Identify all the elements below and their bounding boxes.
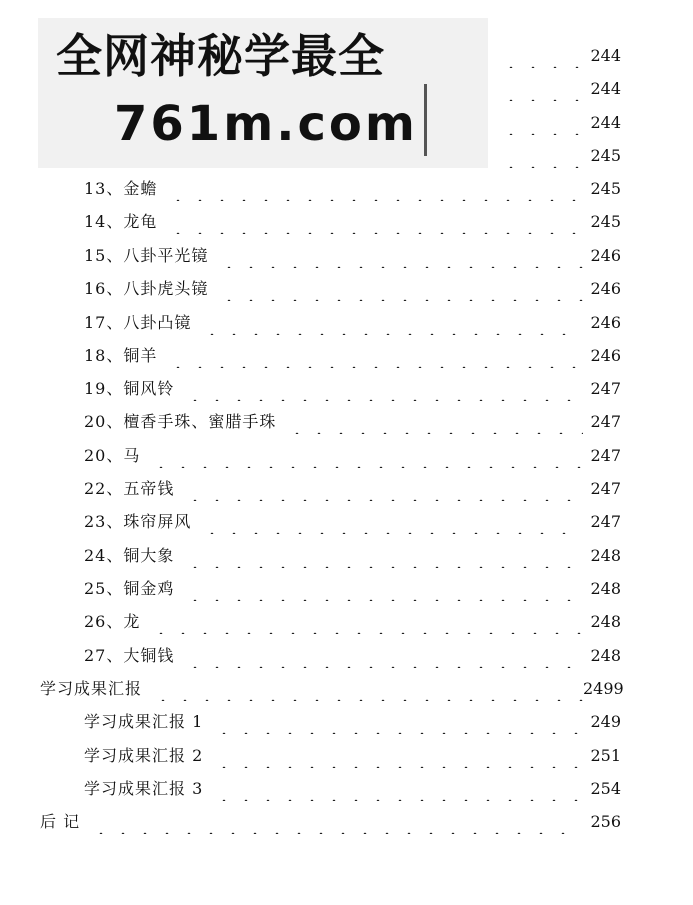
toc-entry[interactable] xyxy=(490,44,621,68)
toc-entry[interactable] xyxy=(84,510,621,534)
toc-section[interactable] xyxy=(40,810,621,834)
toc-entry-leader xyxy=(180,477,583,501)
toc-entry-page: 247 xyxy=(590,479,621,498)
toc-entry-leader xyxy=(496,77,583,101)
toc-entry-label: 14、龙龟 xyxy=(84,212,158,231)
toc-entry-page: 247 xyxy=(590,512,621,531)
toc-entry-page: 246 xyxy=(590,313,621,332)
toc-entry-page: 248 xyxy=(590,646,621,665)
toc-entry-leader xyxy=(209,777,583,801)
toc-entry-label: 学习成果汇报 1 xyxy=(84,712,204,731)
toc-section-label: 学习成果汇报 xyxy=(40,679,143,698)
toc-entry-label: 20、檀香手珠、蜜腊手珠 xyxy=(84,412,277,431)
toc-entry-page: 246 xyxy=(590,246,621,265)
toc-entry[interactable] xyxy=(84,410,621,434)
toc-entry[interactable] xyxy=(84,710,621,734)
toc-entry-page: 256 xyxy=(590,812,621,831)
toc-entry-leader xyxy=(282,410,583,434)
toc-entry-label: 26、龙 xyxy=(84,612,141,631)
toc-entry-leader xyxy=(214,277,583,301)
toc-entry-label: 24、铜大象 xyxy=(84,546,175,565)
toc-entry[interactable] xyxy=(84,577,621,601)
toc-entry[interactable] xyxy=(84,444,621,468)
toc-entry[interactable] xyxy=(84,210,621,234)
toc-entry-label: 18、铜羊 xyxy=(84,346,158,365)
watermark-banner xyxy=(38,18,488,168)
toc-entry-label: 27、大铜钱 xyxy=(84,646,175,665)
toc-entry-label: 19、铜风铃 xyxy=(84,379,175,398)
toc-entry[interactable] xyxy=(84,177,621,201)
toc-entry-page: 244 xyxy=(590,46,621,65)
toc-entry-leader xyxy=(180,544,583,568)
toc-entry-page: 244 xyxy=(590,79,621,98)
toc-entry-leader xyxy=(163,344,583,368)
toc-entry-page: 247 xyxy=(590,412,621,431)
toc-entry-page: 251 xyxy=(590,746,621,765)
toc-entry-page: 254 xyxy=(590,779,621,798)
toc-entry-label: 学习成果汇报 3 xyxy=(84,779,204,798)
toc-entry-leader xyxy=(180,377,583,401)
toc-entry[interactable] xyxy=(84,644,621,668)
toc-entry[interactable] xyxy=(84,377,621,401)
toc-entry-page: 2499 xyxy=(583,679,624,698)
watermark-title: 全网神秘学最全 xyxy=(56,29,385,83)
watermark-url: 761m.com xyxy=(114,96,418,152)
toc-entry[interactable] xyxy=(84,244,621,268)
toc-entry-leader xyxy=(86,810,583,834)
toc-section[interactable] xyxy=(40,677,624,701)
toc-entry[interactable] xyxy=(84,311,621,335)
toc-entry-leader xyxy=(197,311,583,335)
toc-entry-page: 247 xyxy=(590,379,621,398)
toc-entry-page: 247 xyxy=(590,446,621,465)
toc-entry-leader xyxy=(209,710,583,734)
toc-entry-page: 246 xyxy=(590,346,621,365)
toc-entry-page: 248 xyxy=(590,612,621,631)
toc-entry-leader xyxy=(148,677,583,701)
toc-entry-leader xyxy=(197,510,583,534)
toc-entry-leader xyxy=(496,111,583,135)
toc-entry-page: 245 xyxy=(590,179,621,198)
toc-entry-page: 248 xyxy=(590,579,621,598)
toc-entry-leader xyxy=(180,644,583,668)
toc-entry-leader xyxy=(209,744,583,768)
toc-entry-page: 246 xyxy=(590,279,621,298)
toc-entry[interactable] xyxy=(490,77,621,101)
toc-entry[interactable] xyxy=(84,477,621,501)
toc-entry-page: 245 xyxy=(590,212,621,231)
watermark-divider xyxy=(424,84,427,156)
toc-entry-label: 23、珠帘屏风 xyxy=(84,512,192,531)
toc-entry[interactable] xyxy=(490,144,621,168)
toc-entry-label: 15、八卦平光镜 xyxy=(84,246,209,265)
toc-section-label: 后 记 xyxy=(40,812,81,831)
toc-entry-label: 20、马 xyxy=(84,446,141,465)
toc-entry-leader xyxy=(496,144,583,168)
toc-entry-page: 244 xyxy=(590,113,621,132)
toc-entry-label: 13、金蟾 xyxy=(84,179,158,198)
toc-entry[interactable] xyxy=(84,610,621,634)
toc-entry-label: 22、五帝钱 xyxy=(84,479,175,498)
toc-entry-leader xyxy=(146,444,583,468)
toc-entry-label: 16、八卦虎头镜 xyxy=(84,279,209,298)
toc-entry[interactable] xyxy=(84,777,621,801)
toc-entry[interactable] xyxy=(84,277,621,301)
toc-entry-leader xyxy=(163,177,583,201)
toc-entry-leader xyxy=(214,244,583,268)
toc-entry[interactable] xyxy=(84,544,621,568)
toc-entry[interactable] xyxy=(490,111,621,135)
toc-entry-leader xyxy=(146,610,583,634)
toc-entry-page: 248 xyxy=(590,546,621,565)
toc-entry-label: 学习成果汇报 2 xyxy=(84,746,204,765)
toc-entry[interactable] xyxy=(84,744,621,768)
toc-entry-leader xyxy=(496,44,583,68)
toc-entry-page: 249 xyxy=(590,712,621,731)
toc-entry-label: 17、八卦凸镜 xyxy=(84,313,192,332)
toc-entry-leader xyxy=(180,577,583,601)
toc-entry[interactable] xyxy=(84,344,621,368)
toc-entry-label: 25、铜金鸡 xyxy=(84,579,175,598)
toc-entry-page: 245 xyxy=(590,146,621,165)
toc-entry-leader xyxy=(163,210,583,234)
